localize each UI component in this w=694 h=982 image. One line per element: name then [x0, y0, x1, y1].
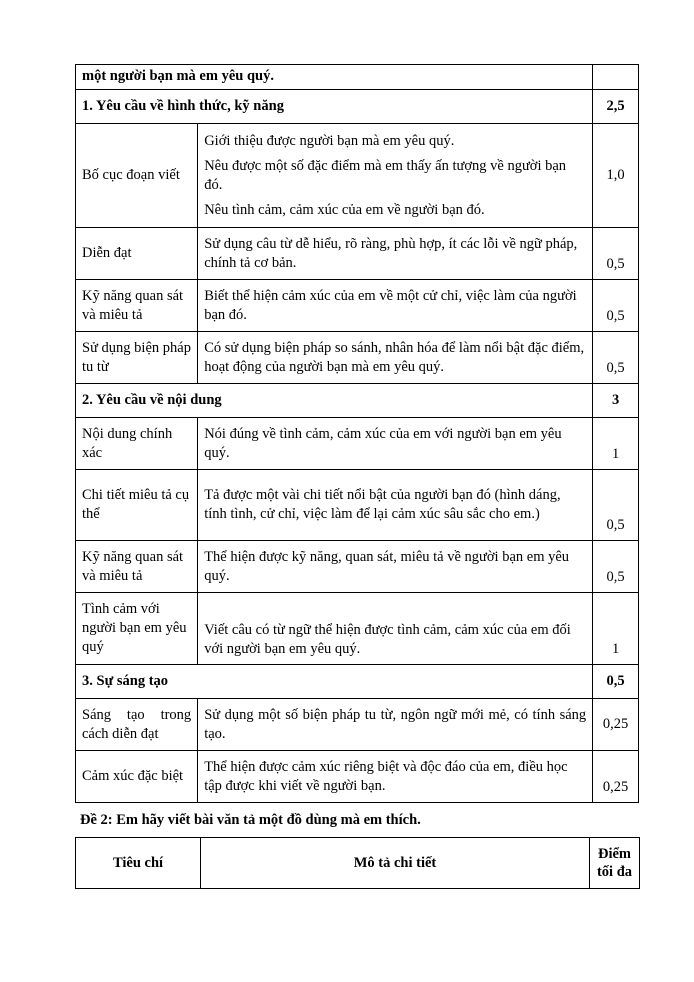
- section-title: 2. Yêu cầu về nội dung: [76, 384, 593, 418]
- criterion-cell: Nội dung chính xác: [76, 418, 198, 470]
- table-row: [76, 228, 639, 280]
- score-cell: 1,0: [593, 124, 639, 228]
- criterion-cell: Sáng tạo trong cách diễn đạt: [76, 699, 198, 751]
- criterion-cell: Kỹ năng quan sát và miêu tả: [76, 541, 198, 593]
- score-cell: 0,25: [593, 751, 639, 803]
- de2-prompt: Đề 2: Em hãy viết bài văn tả một đồ dùng mà em thích.: [80, 812, 421, 828]
- description-cell: Thể hiện được cảm xúc riêng biệt và độc đáo của em, điều học tập được khi viết về người bạn.: [198, 751, 593, 803]
- description-line: Nêu tình cảm, cảm xúc của em về người bạn đó.: [204, 201, 485, 218]
- description-cell: Tả được một vài chi tiết nổi bật của người bạn đó (hình dáng, tính tình, cử chỉ, việc làm để lại cảm xúc sâu sắc cho em.): [198, 470, 593, 541]
- table-row: [76, 699, 639, 751]
- criterion-cell: Kỹ năng quan sát và miêu tả: [76, 280, 198, 332]
- description-cell: Sử dụng câu từ dễ hiểu, rõ ràng, phù hợp, ít các lỗi về ngữ pháp, chính tả cơ bản.: [198, 228, 593, 280]
- description-cell: [198, 124, 593, 228]
- description-cell: Có sử dụng biện pháp so sánh, nhân hóa để làm nổi bật đặc điểm, hoạt động của người bạn mà em yêu quý.: [198, 332, 593, 384]
- criterion-cell: Sử dụng biện pháp tu từ: [76, 332, 198, 384]
- section-title: 3. Sự sáng tạo: [76, 665, 593, 699]
- score-cell: 0,5: [593, 470, 639, 541]
- section-score: 0,5: [593, 665, 639, 699]
- criterion-cell: Diễn đạt: [76, 228, 198, 280]
- section-score: 2,5: [593, 90, 639, 124]
- intro-row: [76, 65, 639, 90]
- header-description: Mô tả chi tiết: [201, 838, 590, 889]
- description-line: Nêu được một số đặc điểm mà em thấy ấn tượng về người bạn đó.: [204, 157, 567, 193]
- score-cell: 0,5: [593, 332, 639, 384]
- table-row: [76, 541, 639, 593]
- table-row: [76, 751, 639, 803]
- header-max-score: [590, 838, 640, 889]
- score-cell: 1: [593, 418, 639, 470]
- table-row: [76, 418, 639, 470]
- intro-text: một người bạn mà em yêu quý.: [76, 65, 593, 90]
- table-row: [76, 332, 639, 384]
- section-title: 1. Yêu cầu về hình thức, kỹ năng: [76, 90, 593, 124]
- description-cell: Viết câu có từ ngữ thể hiện được tình cảm, cảm xúc của em đối với người bạn em yêu quý.: [198, 593, 593, 665]
- section-score: 3: [593, 384, 639, 418]
- score-cell: 1: [593, 593, 639, 665]
- header-max-score-line2: tối đa: [596, 864, 633, 880]
- table-row: [76, 470, 639, 541]
- criterion-cell: Chi tiết miêu tả cụ thể: [76, 470, 198, 541]
- criterion-cell: Cảm xúc đặc biệt: [76, 751, 198, 803]
- header-max-score-line1: Điểm: [597, 846, 631, 862]
- rubric-table: [75, 64, 639, 803]
- description-cell: Biết thể hiện cảm xúc của em về một cử chỉ, việc làm của người bạn đó.: [198, 280, 593, 332]
- section-header-row: [76, 90, 639, 124]
- description-cell: Sử dụng một số biện pháp tu từ, ngôn ngữ mới mẻ, có tính sáng tạo.: [198, 699, 593, 751]
- table-row: [76, 124, 639, 228]
- table-row: [76, 593, 639, 665]
- criterion-cell: Bố cục đoạn viết: [76, 124, 198, 228]
- score-cell: 0,5: [593, 541, 639, 593]
- table-header-row: [76, 838, 640, 889]
- criterion-cell: Tình cảm với người bạn em yêu quý: [76, 593, 198, 665]
- description-line: Giới thiệu được người bạn mà em yêu quý.: [204, 132, 455, 149]
- section-header-row: [76, 665, 639, 699]
- intro-score-cell: [593, 65, 639, 90]
- section-header-row: [76, 384, 639, 418]
- de2-table: [75, 837, 640, 889]
- score-cell: 0,5: [593, 280, 639, 332]
- description-cell: Nói đúng về tình cảm, cảm xúc của em với người bạn em yêu quý.: [198, 418, 593, 470]
- description-cell: Thể hiện được kỹ năng, quan sát, miêu tả về người bạn em yêu quý.: [198, 541, 593, 593]
- score-cell: 0,25: [593, 699, 639, 751]
- score-cell: 0,5: [593, 228, 639, 280]
- header-criterion: Tiêu chí: [76, 838, 201, 889]
- table-row: [76, 280, 639, 332]
